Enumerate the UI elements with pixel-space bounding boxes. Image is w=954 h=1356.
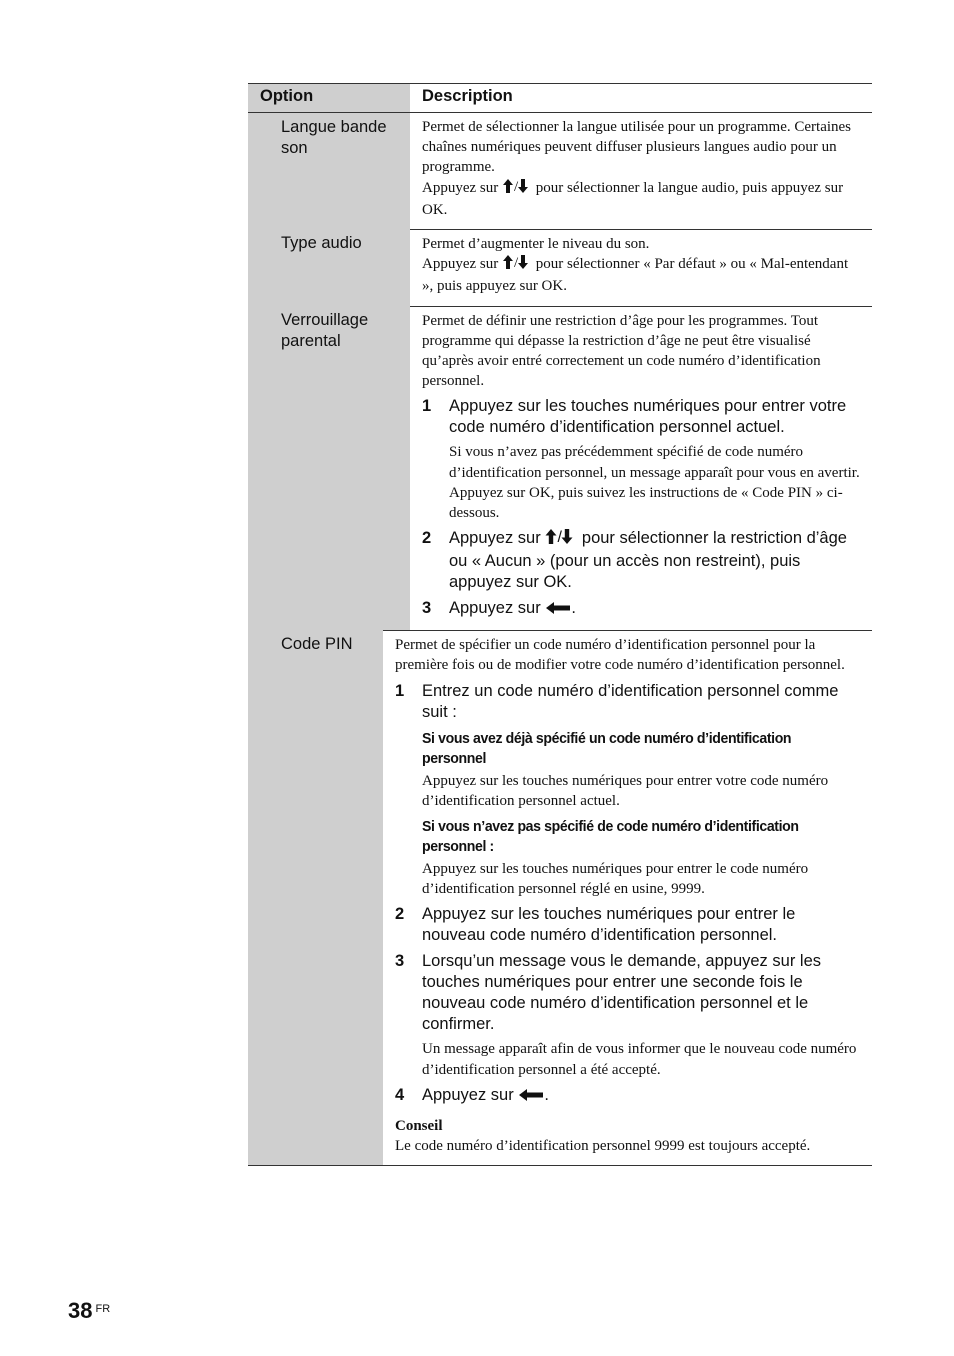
step-text-part: Appuyez sur — [422, 1085, 519, 1104]
step-text-part: Appuyez sur — [449, 529, 546, 548]
step — [422, 528, 862, 593]
step-text: Lorsqu’un message vous le demande, appuyez sur les touches numériques pour entrer une seconde fois le nouveau code numéro d’identification personnel et le confirmer. — [422, 952, 821, 1034]
step-text-part: . — [544, 1085, 549, 1104]
option-description — [410, 229, 872, 306]
step-number: 1 — [422, 397, 432, 416]
instruction-part: pour sélectionner « Par défaut » ou « Mal-entendant », puis appuyez sur OK. — [422, 256, 849, 295]
header-description: Description — [422, 87, 513, 105]
up-down-arrows-icon — [502, 254, 532, 276]
table-row — [248, 306, 872, 631]
step-text: Entrez un code numéro d’identification personnel comme suit : — [422, 681, 839, 721]
option-description — [410, 113, 872, 229]
step-number: 2 — [395, 905, 405, 924]
options-table — [248, 83, 872, 1166]
back-arrow-icon — [545, 600, 571, 621]
description-text: Permet d’augmenter le niveau du son. — [422, 236, 650, 253]
description-text: Permet de spécifier un code numéro d’identification personnel pour la première fois ou de modifier votre code numéro d’identification personnel. — [395, 637, 845, 674]
header-option: Option — [248, 84, 410, 112]
option-name: Verrouillage parental — [248, 306, 410, 631]
sub-text: Appuyez sur les touches numériques pour entrer le code numéro d’identification personnel réglé en usine, 9999. — [422, 861, 809, 898]
svg-text:/: / — [557, 529, 563, 546]
option-name: Code PIN — [248, 630, 383, 1165]
sub-heading: Si vous n’avez pas spécifié de code numéro d’identification personnel : — [422, 818, 799, 856]
instruction-part: Appuyez sur — [422, 179, 502, 196]
instruction-text — [422, 254, 862, 296]
instruction-text — [422, 178, 862, 220]
step — [422, 598, 862, 621]
step-number: 3 — [422, 599, 432, 618]
step-text — [422, 1085, 862, 1108]
table-row — [248, 229, 872, 306]
language-code: FR — [95, 1303, 111, 1315]
option-description — [383, 630, 872, 1165]
option-name: Langue bande son — [248, 113, 410, 229]
step-number: 3 — [395, 952, 405, 971]
up-down-arrows-icon — [545, 528, 577, 551]
step-number: 2 — [422, 529, 432, 548]
step-text-part: pour sélectionner la restriction d’âge ou « Aucun » (pour un accès non restreint), puis appuyez sur OK. — [449, 529, 847, 592]
back-arrow-icon — [518, 1087, 544, 1108]
svg-text:/: / — [513, 255, 519, 271]
page-number: 38 — [68, 1298, 93, 1323]
table-row — [248, 113, 872, 229]
step-text-part: Appuyez sur — [449, 599, 546, 618]
step — [395, 951, 862, 1035]
description-text: Permet de définir une restriction d’âge pour les programmes. Tout programme qui dépasse la restriction d’âge ne peut être visualisé qu’après avoir entré correctement un code numéro d’identification personnel. — [422, 312, 821, 390]
step-number: 4 — [395, 1085, 405, 1104]
instruction-part: Appuyez sur — [422, 256, 502, 273]
step-text — [449, 528, 862, 593]
option-description — [410, 306, 872, 631]
sub-text: Appuyez sur les touches numériques pour entrer votre code numéro d’identification personnel actuel. — [422, 772, 829, 809]
step — [422, 396, 862, 438]
step — [395, 1085, 862, 1108]
sub-heading: Si vous avez déjà spécifié un code numéro d’identification personnel — [422, 729, 792, 767]
option-name: Type audio — [248, 229, 410, 306]
svg-text:/: / — [513, 178, 519, 194]
step-note: Si vous n’avez pas précédemment spécifié de code numéro d’identification personnel, un message apparaît pour vous en avertir. Appuyez sur OK, puis suivez les instructions de « Code PIN » ci-dessous. — [449, 444, 860, 522]
step-number: 1 — [395, 681, 405, 700]
table-header — [248, 84, 872, 113]
step — [395, 681, 862, 723]
table-row — [248, 630, 872, 1165]
instruction-part: pour sélectionner la langue audio, puis appuyez sur OK. — [422, 179, 844, 218]
step — [395, 904, 862, 946]
description-text: Permet de sélectionner la langue utilisée pour un programme. Certaines chaînes numériques peuvent diffuser plusieurs langues audio pour un programme. — [422, 119, 852, 176]
step-note: Un message apparaît afin de vous informer que le nouveau code numéro d’identification personnel a été accepté. — [422, 1041, 857, 1078]
step-text-part: . — [571, 599, 576, 618]
tip-title: Conseil — [395, 1117, 443, 1134]
step-text: Appuyez sur les touches numériques pour entrer votre code numéro d’identification personnel actuel. — [449, 397, 847, 437]
tip-text: Le code numéro d’identification personnel 9999 est toujours accepté. — [395, 1137, 811, 1154]
page-footer — [68, 1298, 110, 1324]
step-text: Appuyez sur les touches numériques pour entrer le nouveau code numéro d’identification personnel. — [422, 905, 796, 945]
up-down-arrows-icon — [502, 178, 532, 200]
step-text — [449, 598, 862, 621]
